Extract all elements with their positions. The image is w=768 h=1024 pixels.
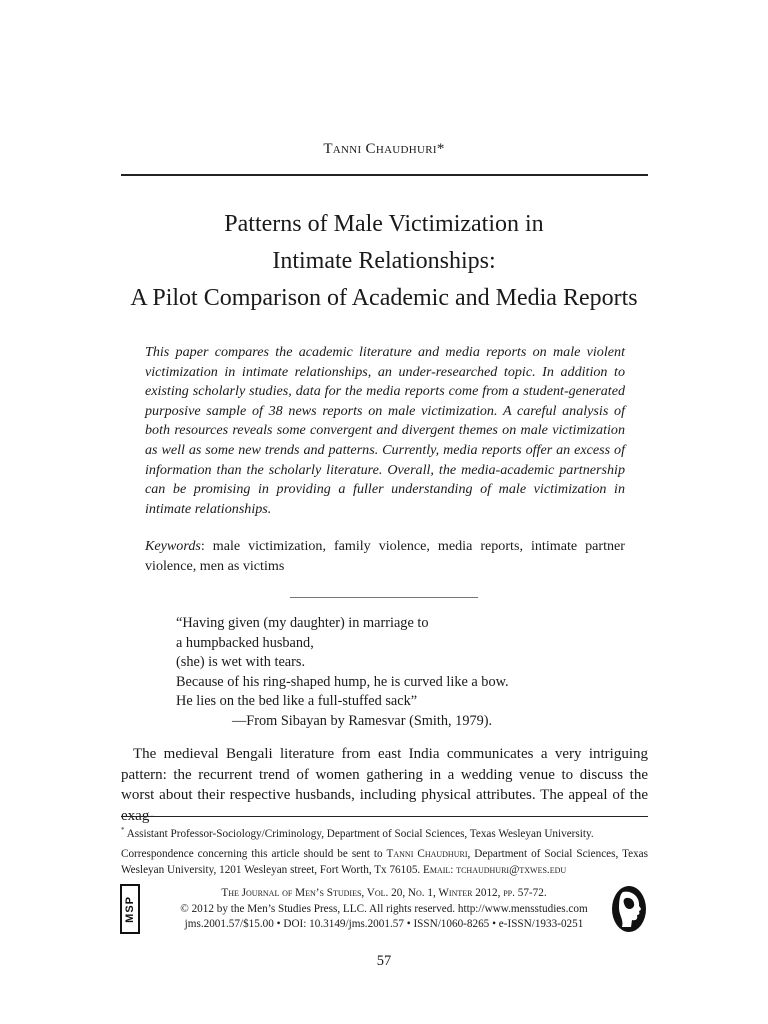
- footnote-rule: [121, 816, 648, 817]
- msp-logo-text: MSP: [124, 895, 136, 923]
- footnote-marker: *: [121, 826, 125, 834]
- footnote-affiliation: [121, 822, 648, 842]
- head-profile-logo-icon: [610, 884, 648, 934]
- correspondence-name: Tanni Chaudhuri: [386, 848, 468, 860]
- journal-info: [160, 886, 608, 933]
- title-line-2: Intimate Relationships:: [272, 248, 496, 274]
- footnote-correspondence: [121, 846, 648, 878]
- journal-identifiers: jms.2001.57/$15.00 • DOI: 10.3149/jms.2001.57 • ISSN/1060-8265 • e-ISSN/1933-0251: [184, 918, 584, 930]
- author-name: Tanni Chaudhuri*: [323, 141, 445, 157]
- keywords-label: Keywords: [145, 538, 201, 554]
- msp-logo-icon: [120, 884, 140, 934]
- keywords-text: : male victimization, family violence, media reports, intimate partner violence, men as victims: [145, 538, 625, 574]
- journal-citation: The Journal of Men’s Studies, Vol. 20, No. 1, Winter 2012, pp. 57-72.: [221, 887, 547, 899]
- keywords: [145, 537, 625, 576]
- footnote-affiliation-text: Assistant Professor-Sociology/Criminology, Department of Social Sciences, Texas Wesleyan University.: [126, 828, 594, 840]
- epigraph-line: He lies on the bed like a full-stuffed sack”: [176, 693, 418, 709]
- correspondence-address: , Department of Social Sciences, Texas Wesleyan University, 1201 Wesleyan street, Fort Worth, Tx 76105.: [121, 848, 648, 876]
- page-number: 57: [376, 953, 392, 969]
- title-line-1: Patterns of Male Victimization in: [224, 211, 544, 237]
- header-rule: [121, 174, 648, 176]
- body-text: [121, 744, 648, 826]
- epigraph: [176, 614, 616, 731]
- correspondence-pre: Correspondence concerning this article should be sent to: [121, 848, 387, 860]
- correspondence-email: Email: tchaudhuri@txwes.edu: [423, 864, 567, 876]
- epigraph-line: (she) is wet with tears.: [176, 654, 306, 670]
- journal-copyright: © 2012 by the Men’s Studies Press, LLC. All rights reserved. http://www.mensstudies.com: [180, 902, 588, 915]
- body-paragraph: The medieval Bengali literature from east India communicates a very intriguing pattern: the recurrent trend of women gathering in a wedding venue to discuss the worst about their respective husbands, including physical attributes. The appeal of the exag-: [121, 746, 648, 824]
- abstract: This paper compares the academic literature and media reports on male violent victimization in intimate relationships, an under-researched topic. In addition to existing scholarly studies, data for the media reports come from a student-generated purposive sample of 38 news reports on male victimization. A careful analysis of both resources reveals some convergent and divergent themes on male victimization as well as some new trends and patterns. Currently, media reports offer an excess of information than the scholarly literature. Overall, the media-academic partnership can be promising in providing a fuller understanding of male victimization in intimate relationships.: [145, 344, 625, 517]
- section-divider: [290, 597, 478, 598]
- paper-title: [0, 206, 768, 317]
- epigraph-line: a humpbacked husband,: [176, 634, 314, 651]
- epigraph-attribution: —From Sibayan by Ramesvar (Smith, 1979).: [232, 712, 493, 729]
- title-line-3: A Pilot Comparison of Academic and Media Reports: [130, 285, 638, 311]
- epigraph-line: Because of his ring-shaped hump, he is curved like a bow.: [176, 673, 509, 690]
- epigraph-line: “Having given (my daughter) in marriage to: [176, 615, 429, 631]
